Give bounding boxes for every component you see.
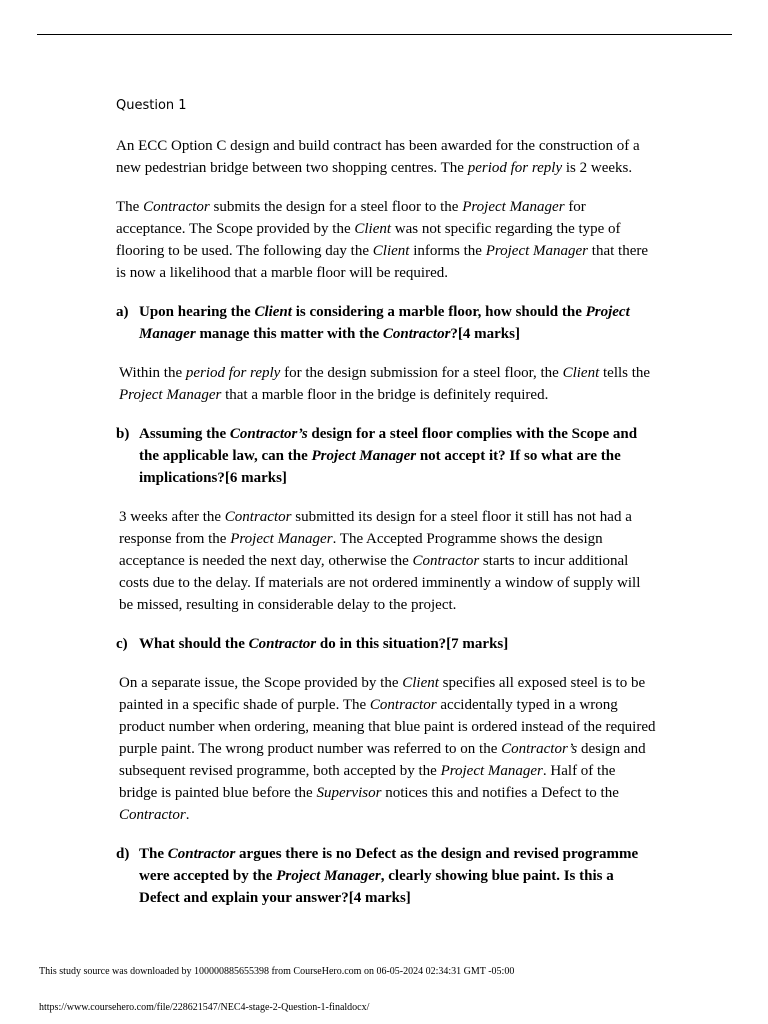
document-body [116,97,656,926]
question-b-text: Assuming the Contractor’s design for a steel floor complies with the Scope and the applicable law, can the Project Manager not accept it? If so what are the implications?[6 marks] [139,426,638,486]
question-d [116,843,656,909]
paragraph-steel-floor-submission: The Contractor submits the design for a steel floor to the Project Manager for acceptance. The Scope provided by the Client was not specific regarding the type of flooring to be used. The following day the Client informs the Project Manager that there is now a likelihood that a marble floor will be required. [116,199,649,281]
paragraph-no-response: 3 weeks after the Contractor submitted its design for a steel floor it still has not had a response from the Project Manager. The Accepted Programme shows the design acceptance is needed the next day, otherwise the Contractor starts to incur additional costs due to the delay. If materials are not ordered imminently a window of supply will be missed, resulting in considerable delay to the project. [119,509,641,613]
paragraph-intro: An ECC Option C design and build contract has been awarded for the construction of a new pedestrian bridge between two shopping centres. The period for reply is 2 weeks. [116,138,640,176]
question-b [116,423,656,489]
download-notice: This study source was downloaded by 100000885655398 from CourseHero.com on 06-05-2024 02:34:31 GMT -05:00 [39,966,515,977]
question-a [116,301,656,345]
paragraph-paint-issue: On a separate issue, the Scope provided by the Client specifies all exposed steel is to be painted in a specific shade of purple. The Contractor accidentally typed in a wrong product number when ordering, meaning that blue paint is ordered instead of the required purple paint. The wrong product number was referred to on the Contractor’s design and subsequent revised programme, both accepted by the Project Manager. Half of the bridge is painted blue before the Supervisor notices this and notifies a Defect to the Contractor. [119,675,656,823]
question-d-text: The Contractor argues there is no Defect as the design and revised programme were accepted by the Project Manager, clearly showing blue paint. Is this a Defect and explain your answer?[4 marks] [139,846,639,906]
paragraph-marble-required: Within the period for reply for the design submission for a steel floor, the Client tells the Project Manager that a marble floor in the bridge is definitely required. [119,365,651,403]
question-a-label: a) [116,304,129,320]
question-heading: Question 1 [116,98,187,113]
question-c-label: c) [116,636,128,652]
question-b-label: b) [116,426,130,442]
question-d-label: d) [116,846,130,862]
question-c [116,633,656,655]
page-top-rule [37,34,732,35]
source-url[interactable]: https://www.coursehero.com/file/228621547/NEC4-stage-2-Question-1-finaldocx/ [39,1002,370,1013]
question-c-text: What should the Contractor do in this situation?[7 marks] [139,636,509,652]
question-a-text: Upon hearing the Client is considering a marble floor, how should the Project Manager manage this matter with the Contractor?[4 marks] [139,304,630,342]
